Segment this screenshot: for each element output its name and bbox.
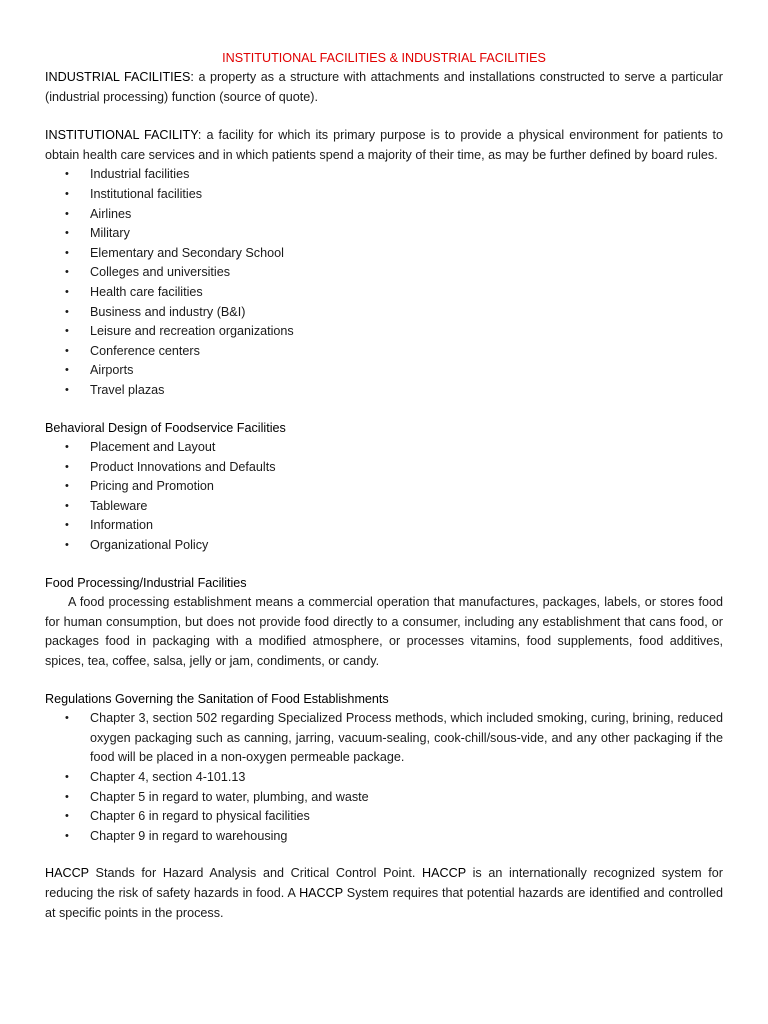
list-item: • Military (65, 226, 130, 241)
list-item: • Placement and Layout (65, 440, 216, 455)
haccp-term: HACCP (299, 885, 343, 900)
list-item: • Pricing and Promotion (65, 479, 214, 494)
haccp-paragraph: HACCP Stands for Hazard Analysis and Critical Control Point. HACCP is an internationally recognized system for reducing the risk of safety hazards in food. A HACCP System requires that potential hazards are identified and controlled at specific points in the process. (45, 866, 723, 920)
list-item: • Leisure and recreation organizations (65, 324, 294, 339)
list-item: • Travel plazas (65, 382, 165, 397)
document-title: INSTITUTIONAL FACILITIES & INDUSTRIAL FACILITIES (222, 51, 546, 65)
list-item: • Airports (65, 363, 134, 378)
list-item: • Tableware (65, 498, 148, 513)
haccp-term: HACCP (422, 866, 466, 881)
list-item: • Health care facilities (65, 284, 203, 299)
list-item: • Chapter 3, section 502 regarding Specialized Process methods, which included smoking, curing, brining, reduced oxygen packaging such as canning, jarring, vacuum-sealing, cook-chill/sous-vide, and any other packaging if the food will be placed in a non-oxygen permeable package. (65, 711, 723, 765)
document-body (45, 48, 723, 923)
list-item: • Business and industry (B&I) (65, 304, 246, 319)
spacer (45, 107, 723, 126)
industrial-definition (45, 68, 723, 107)
behavioral-list (45, 438, 723, 556)
industrial-text: a property as a structure with attachments and installations constructed to serve a particular (industrial processing) function (source of quote). (45, 70, 724, 104)
institutional-term: INSTITUTIONAL FACILITY (45, 128, 198, 143)
spacer (45, 672, 723, 690)
list-item: • Chapter 6 in regard to physical facilities (65, 809, 310, 824)
spacer (45, 401, 723, 419)
food-processing-heading: Food Processing/Industrial Facilities (45, 575, 247, 590)
list-item: • Chapter 5 in regard to water, plumbing, and waste (65, 789, 369, 804)
haccp-term: HACCP (45, 866, 89, 881)
list-item: • Colleges and universities (65, 265, 231, 280)
list-item: • Product Innovations and Defaults (65, 459, 276, 474)
list-item: • Institutional facilities (65, 186, 202, 201)
regulations-list (45, 709, 723, 846)
list-item: • Industrial facilities (65, 167, 190, 182)
list-item: • Conference centers (65, 343, 200, 358)
behavioral-heading: Behavioral Design of Foodservice Facilities (45, 420, 286, 435)
food-processing-paragraph: A food processing establishment means a commercial operation that manufactures, packages, labels, or stores food for human consumption, but does not provide food directly to a consumer, including any establishment that cans food, or packages food in packaging with a modified atmosphere, or processes vitamins, food supplements, food additives, spices, tea, coffee, salsa, jelly or jam, condiments, or candy. (45, 595, 723, 669)
list-item: • Information (65, 518, 153, 533)
spacer (45, 846, 723, 864)
list-item: • Chapter 4, section 4-101.13 (65, 770, 246, 784)
institutional-text: : a facility for which its primary purpose is to provide a physical environment for patients to obtain health care services and in which patients spend a majority of their time, as may be further defined by board rules. (45, 128, 723, 162)
regulations-heading: Regulations Governing the Sanitation of Food Establishments (45, 691, 389, 706)
list-item: • Elementary and Secondary School (65, 245, 284, 260)
spacer (45, 556, 723, 574)
list-item: • Organizational Policy (65, 538, 209, 553)
list-item: • Chapter 9 in regard to warehousing (65, 828, 288, 843)
facility-types-list (45, 165, 723, 400)
institutional-definition (45, 126, 723, 165)
list-item: • Airlines (65, 206, 132, 221)
industrial-term: INDUSTRIAL FACILITIES: (45, 70, 194, 84)
